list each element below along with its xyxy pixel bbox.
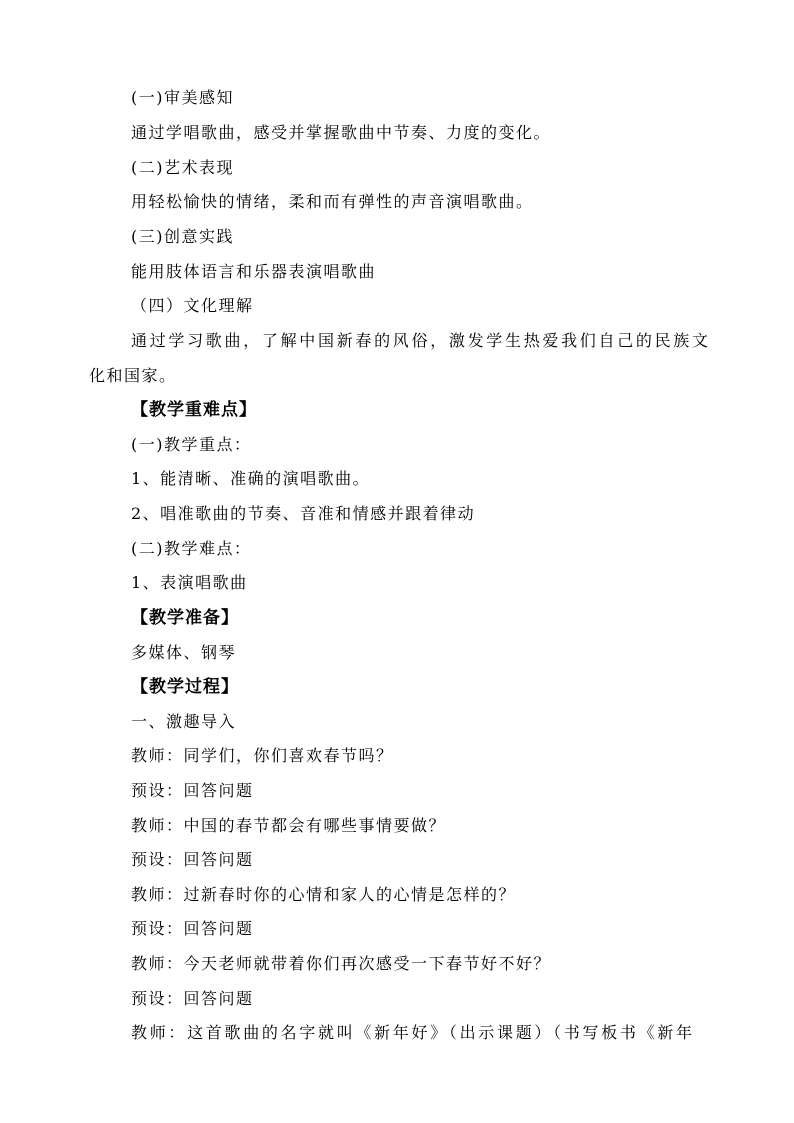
preset-answer-3: 预设：回答问题 [131,919,254,938]
teaching-preparation-text: 多媒体、钢琴 [131,643,237,662]
section-cultural-understanding: （四）文化理解 [131,296,254,315]
section-artistic-expression: (二)艺术表现 [131,158,234,177]
cultural-understanding-text: 通过学习歌曲，了解中国新春的风俗，激发学生热爱我们自己的民族文 [131,331,711,350]
teacher-line-1: 教师：同学们，你们喜欢春节吗？ [131,746,394,765]
subheading-key-points: (一)教学重点： [131,435,252,454]
subheading-difficult-points: (二)教学难点： [131,539,252,558]
key-point-2: 2、唱准歌曲的节奏、音准和情感并跟着律动 [131,504,476,523]
heading-teaching-preparation: 【教学准备】 [131,608,239,628]
difficult-point-1: 1、表演唱歌曲 [131,573,248,592]
preset-answer-2: 预设：回答问题 [131,850,254,869]
aesthetic-perception-text: 通过学唱歌曲，感受并掌握歌曲中节奏、力度的变化。 [131,123,552,142]
teacher-line-2: 教师：中国的春节都会有哪些事情要做？ [131,816,447,835]
artistic-expression-text: 用轻松愉快的情绪，柔和而有弹性的声音演唱歌曲。 [131,192,534,211]
cultural-understanding-text-cont: 化和国家。 [89,366,177,385]
section-aesthetic-perception: (一)审美感知 [131,88,234,107]
step-1-intro: 一、激趣导入 [131,712,237,731]
teacher-line-5: 教师：这首歌曲的名字就叫《新年好》（出示课题）（书写板书《新年 [131,1023,695,1042]
heading-teaching-process: 【教学过程】 [131,677,239,697]
teacher-line-4: 教师：今天老师就带着你们再次感受一下春节好不好？ [131,954,552,973]
heading-key-difficult-points: 【教学重难点】 [131,400,257,420]
section-creative-practice: (三)创意实践 [131,227,234,246]
creative-practice-text: 能用肢体语言和乐器表演唱歌曲 [131,262,377,281]
preset-answer-4: 预设：回答问题 [131,989,254,1008]
preset-answer-1: 预设：回答问题 [131,781,254,800]
teacher-line-3: 教师：过新春时你的心情和家人的心情是怎样的？ [131,885,517,904]
key-point-1: 1、能清晰、准确的演唱歌曲。 [131,469,371,488]
